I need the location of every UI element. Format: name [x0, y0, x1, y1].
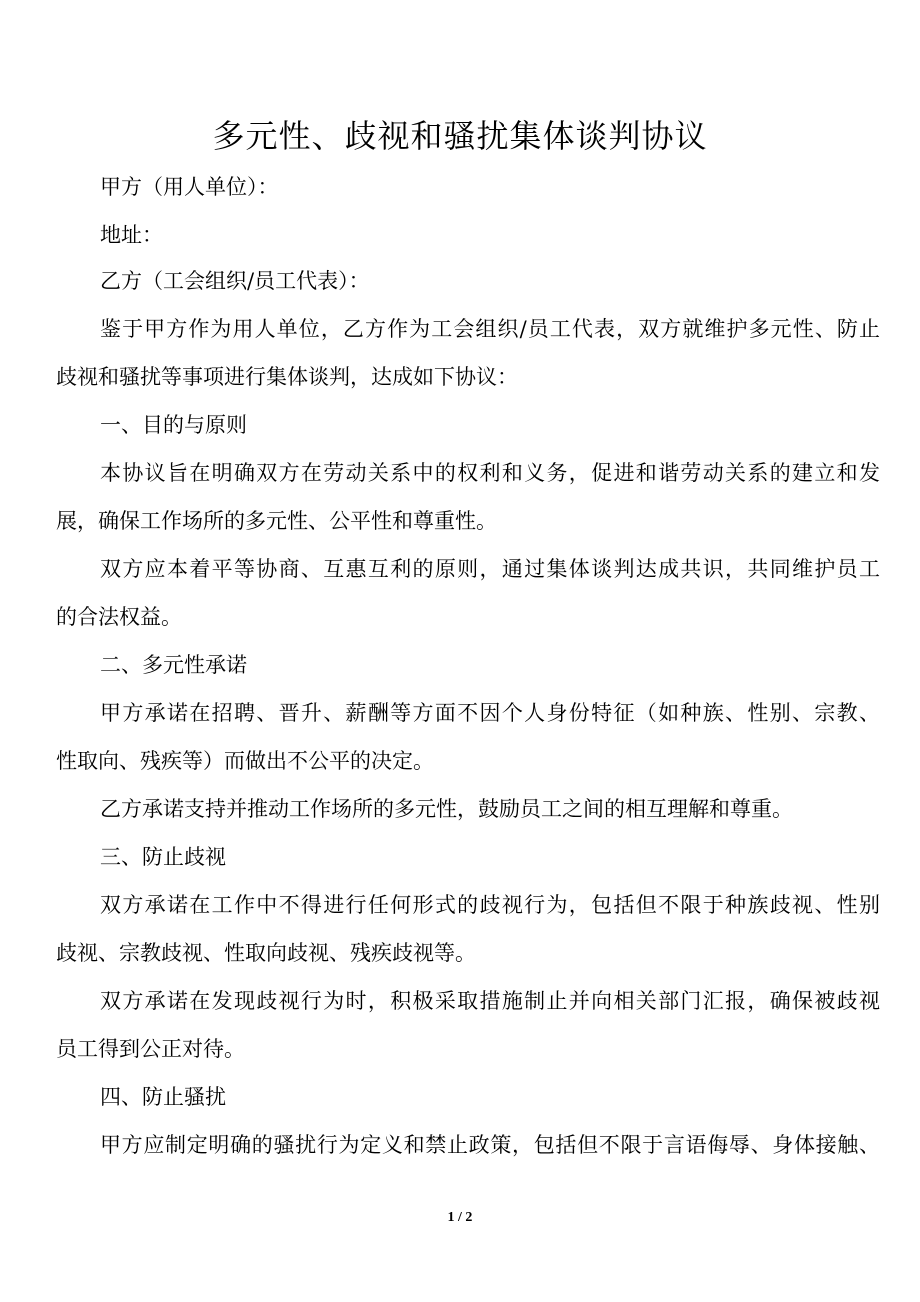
paragraph-line: 双方应本着平等协商、互惠互利的原则，通过集体谈判达成共识，共同维护员工 [100, 557, 880, 581]
paragraph-line: 乙方承诺支持并推动工作场所的多元性，鼓励员工之间的相互理解和尊重。 [100, 797, 793, 821]
preamble-line-1: 鉴于甲方作为用人单位，乙方作为工会组织/员工代表，双方就维护多元性、防止 [100, 317, 880, 341]
paragraph-line: 双方承诺在工作中不得进行任何形式的歧视行为，包括但不限于种族歧视、性别 [100, 893, 880, 917]
paragraph-line: 本协议旨在明确双方在劳动关系中的权利和义务，促进和谐劳动关系的建立和发 [100, 461, 880, 485]
section-heading-1: 一、目的与原则 [100, 413, 247, 437]
party-b-label: 乙方（工会组织/员工代表）： [100, 269, 370, 293]
section-heading-4: 四、防止骚扰 [100, 1085, 226, 1109]
paragraph-line: 展，确保工作场所的多元性、公平性和尊重性。 [56, 509, 497, 533]
paragraph-line: 甲方承诺在招聘、晋升、薪酬等方面不因个人身份特征（如种族、性别、宗教、 [100, 701, 880, 725]
party-a-label: 甲方（用人单位）： [100, 175, 279, 199]
address-label: 地址： [100, 223, 163, 247]
paragraph-line: 的合法权益。 [56, 605, 182, 629]
paragraph-line: 甲方应制定明确的骚扰行为定义和禁止政策，包括但不限于言语侮辱、身体接触、 [100, 1133, 880, 1157]
preamble-line-2: 歧视和骚扰等事项进行集体谈判，达成如下协议： [56, 365, 518, 389]
paragraph-line: 性取向、残疾等）而做出不公平的决定。 [56, 749, 434, 773]
paragraph-line: 歧视、宗教歧视、性取向歧视、残疾歧视等。 [56, 941, 476, 965]
section-heading-2: 二、多元性承诺 [100, 653, 247, 677]
paragraph-line: 员工得到公正对待。 [56, 1037, 245, 1061]
page-number: 1 / 2 [447, 1210, 473, 1225]
document-title: 多元性、歧视和骚扰集体谈判协议 [212, 117, 708, 155]
section-heading-3: 三、防止歧视 [100, 845, 226, 869]
paragraph-line: 双方承诺在发现歧视行为时，积极采取措施制止并向相关部门汇报，确保被歧视 [100, 989, 880, 1013]
